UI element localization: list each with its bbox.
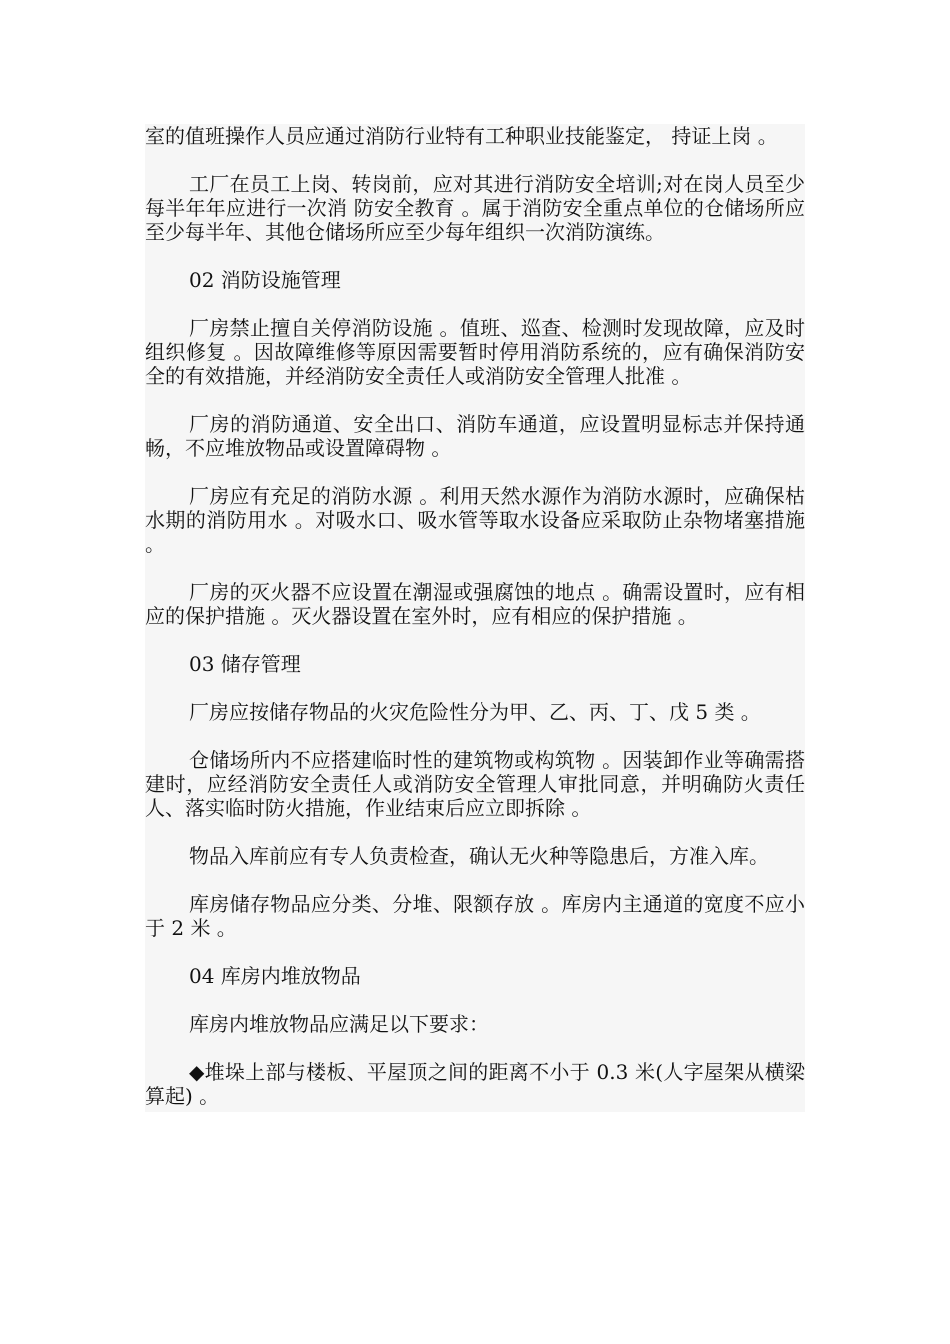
paragraph-storage-rules: 库房储存物品应分类、分堆、限额存放 。库房内主通道的宽度不应小于 2 米 。 [145,892,805,940]
section-heading-03: 03 储存管理 [189,652,301,676]
paragraph-temporary-buildings: 仓储场所内不应搭建临时性的建筑物或构筑物 。因装卸作业等确需搭建时，应经消防安全责任人或消防安全管理人审批同意，并明确防火责任人、落实临时防火措施，作业结束后应立即拆除 。 [145,748,805,820]
paragraph-inbound-inspection: 物品入库前应有专人负责检查，确认无火种等隐患后，方准入库。 [189,844,769,868]
paragraph-water-source: 厂房应有充足的消防水源 。利用天然水源作为消防水源时，应确保枯水期的消防用水 。对吸水口、吸水管等取水设备应采取防止杂物堵塞措施 。 [145,484,805,556]
document-body [145,124,805,1112]
paragraph-stacking-requirements: 库房内堆放物品应满足以下要求： [189,1012,489,1036]
paragraph-duty-operators: 室的值班操作人员应通过消防行业特有工种职业技能鉴定， 持证上岗 。 [145,124,778,148]
paragraph-stack-clearance: ◆堆垛上部与楼板、平屋顶之间的距离不小于 0.3 米(人字屋架从横梁算起) 。 [145,1060,805,1108]
paragraph-training: 工厂在员工上岗、转岗前，应对其进行消防安全培训;对在岗人员至少每半年年应进行一次消 防安全教育 。属于消防安全重点单位的仓储场所应至少每半年、其他仓储场所应至少每年组织一次消防演练。 [145,172,805,244]
section-heading-02: 02 消防设施管理 [189,268,341,292]
paragraph-fire-passages: 厂房的消防通道、安全出口、消防车通道，应设置明显标志并保持通畅，不应堆放物品或设置障碍物 。 [145,412,805,460]
section-heading-04: 04 库房内堆放物品 [189,964,361,988]
paragraph-hazard-classes: 厂房应按储存物品的火灾危险性分为甲、乙、丙、丁、戊 5 类 。 [189,700,761,724]
paragraph-facility-shutdown: 厂房禁止擅自关停消防设施 。值班、巡查、检测时发现故障，应及时组织修复 。因故障维修等原因需要暂时停用消防系统的，应有确保消防安全的有效措施，并经消防安全责任人或消防安全管理人批准 。 [145,316,805,388]
paragraph-extinguishers: 厂房的灭火器不应设置在潮湿或强腐蚀的地点 。确需设置时，应有相应的保护措施 。灭火器设置在室外时，应有相应的保护措施 。 [145,580,805,628]
